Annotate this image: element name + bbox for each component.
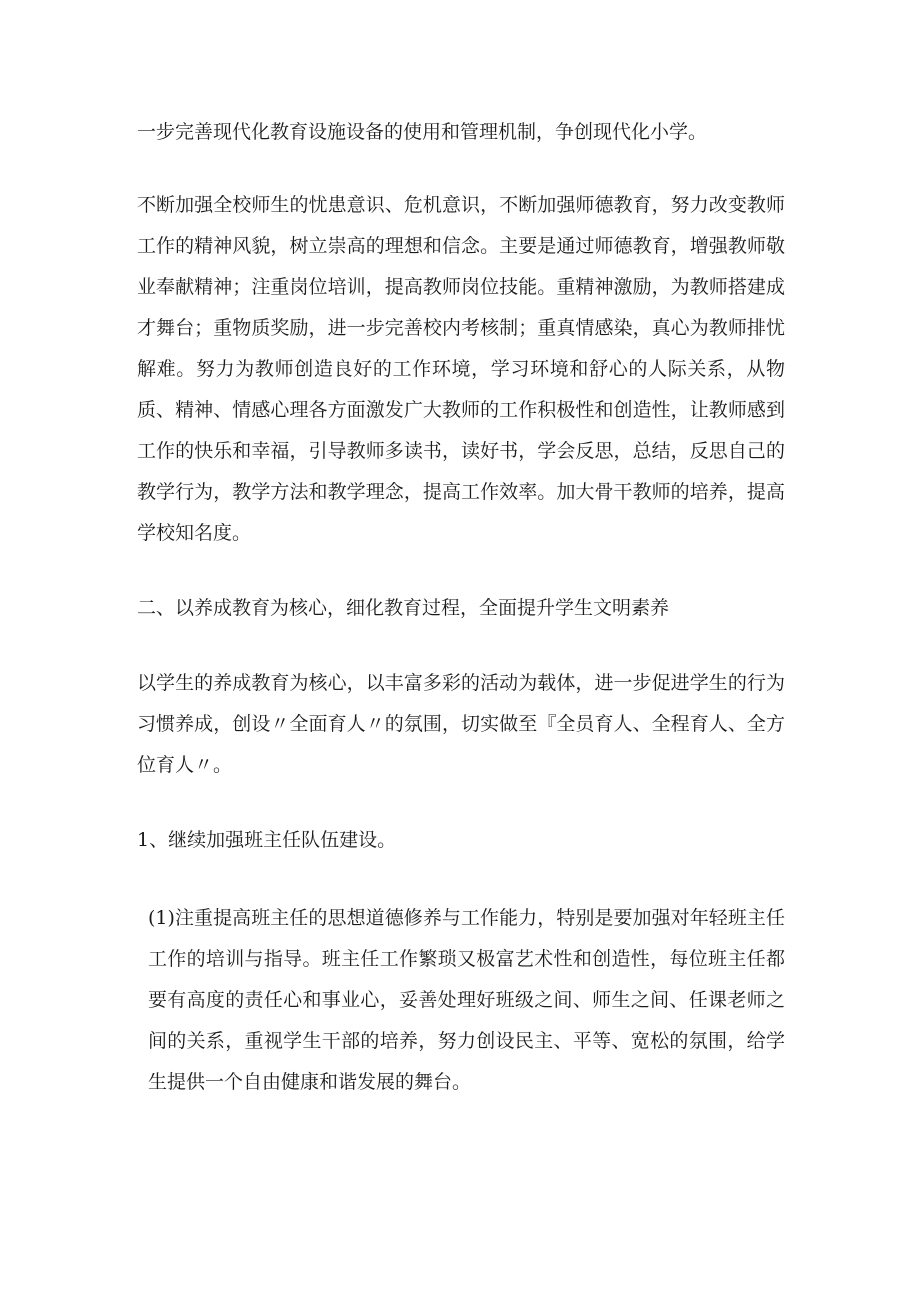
section-heading-2: 二、以养成教育为核心，细化教育过程，全面提升学生文明素养 bbox=[137, 597, 670, 619]
subsection-heading-1: 1、继续加强班主任队伍建设。 bbox=[137, 829, 397, 851]
paragraph-teacher-ethics: 不断加强全校师生的忧患意识、危机意识，不断加强师德教育，努力改变教师工作的精神风貌，树立崇高的理想和信念。主要是通过师德教育，增强教师敬业奉献精神；注重岗位培训，提高教师岗位技能。重精神激励，为教师搭建成才舞台；重物质奖励，进一步完善校内考核制；重真情感染，真心为教师排忧解难。努力为教师创造良好的工作环境，学习环境和舒心的人际关系，从物质、精神、情感心理各方面激发广大教师的工作积极性和创造性，让教师感到工作的快乐和幸福，引导教师多读书，读好书，学会反思，总结，反思自己的教学行为，教学方法和教学理念，提高工作效率。加大骨干教师的培养，提高学校知名度。 bbox=[137, 194, 785, 544]
paragraph-item-1: (1)注重提高班主任的思想道德修养与工作能力，特别是要加强对年轻班主任工作的培训与指导。班主任工作繁琐又极富艺术性和创造性，每位班主任都要有高度的责任心和事业心，妥善处理好班级之间、师生之间、任课老师之间的关系，重视学生干部的培养，努力创设民主、平等、宽松的氛围，给学生提供一个自由健康和谐发展的舞台。 bbox=[148, 907, 785, 1093]
paragraph-habit-education: 以学生的养成教育为核心，以丰富多彩的活动为载体，进一步促进学生的行为习惯养成，创设〃全面育人〃的氛围，切实做至『全员育人、全程育人、全方位育人〃。 bbox=[137, 672, 785, 776]
paragraph-continuation: 一步完善现代化教育设施设备的使用和管理机制，争创现代化小学。 bbox=[137, 121, 708, 143]
document-page bbox=[137, 112, 785, 1103]
